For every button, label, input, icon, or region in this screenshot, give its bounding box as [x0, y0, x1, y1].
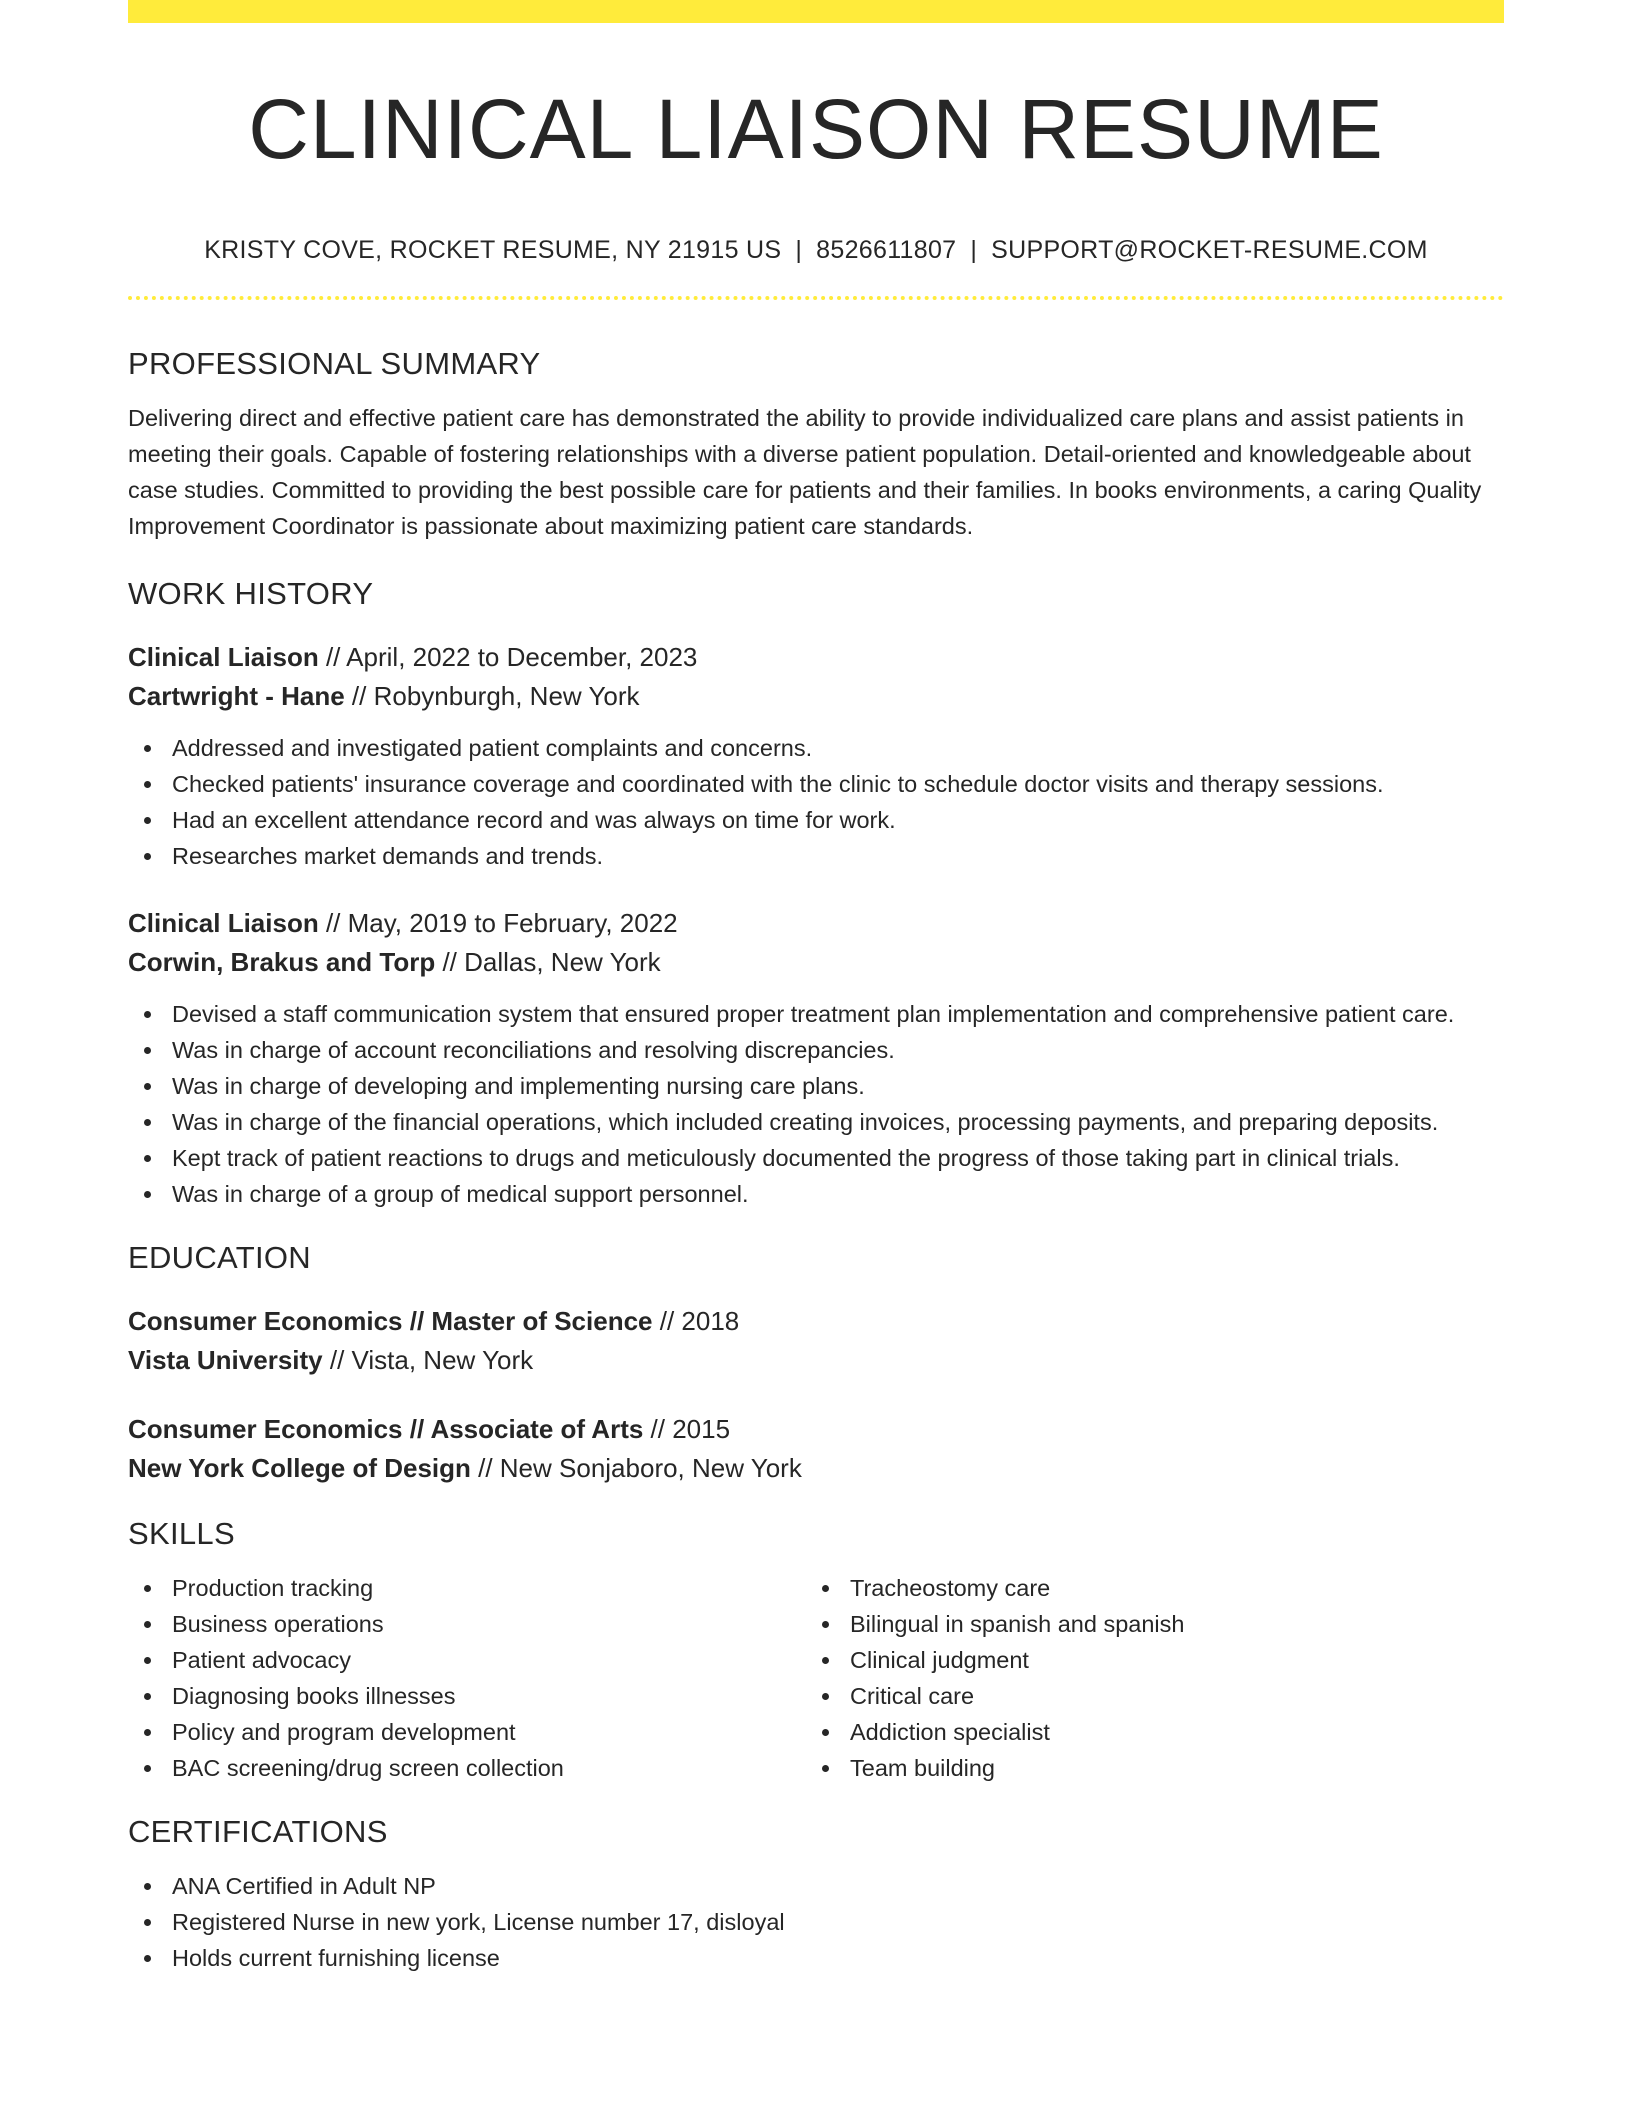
job-bullet: Kept track of patient reactions to drugs and meticulously documented the progress of those taking part in clinical trials.	[128, 1140, 1504, 1176]
job-title-line	[128, 904, 1504, 943]
skill-item: Diagnosing books illnesses	[128, 1678, 806, 1714]
certification-item: ANA Certified in Adult NP	[128, 1868, 1504, 1904]
skill-item: Team building	[806, 1750, 1484, 1786]
degree: Consumer Economics // Master of Science	[128, 1306, 653, 1336]
skill-item: Patient advocacy	[128, 1642, 806, 1678]
job-bullet: Was in charge of a group of medical support personnel.	[128, 1176, 1504, 1212]
job-entry	[128, 904, 1504, 1212]
summary-heading: PROFESSIONAL SUMMARY	[128, 346, 541, 381]
skill-item: Addiction specialist	[806, 1714, 1484, 1750]
school-line	[128, 1449, 1504, 1488]
job-company-line	[128, 943, 1504, 982]
degree: Consumer Economics // Associate of Arts	[128, 1414, 644, 1444]
job-company-line	[128, 677, 1504, 716]
job-bullet: Was in charge of the financial operations, which included creating invoices, processing payments, and preparing deposits.	[128, 1104, 1504, 1140]
skills-grid	[128, 1570, 1504, 1786]
contact-separator: |	[795, 236, 803, 264]
skills-list	[128, 1570, 806, 1786]
job-bullet: Devised a staff communication system that ensured proper treatment plan implementation and comprehensive patient care.	[128, 996, 1504, 1032]
school-line	[128, 1341, 1504, 1380]
job-company: Corwin, Brakus and Torp	[128, 947, 436, 977]
job-bullet: Was in charge of account reconciliations and resolving discrepancies.	[128, 1032, 1504, 1068]
job-bullet-list	[128, 730, 1504, 874]
skill-item: Tracheostomy care	[806, 1570, 1484, 1606]
job-bullet: Addressed and investigated patient complaints and concerns.	[128, 730, 1504, 766]
job-title: Clinical Liaison	[128, 642, 319, 672]
job-dates: // April, 2022 to December, 2023	[318, 642, 698, 672]
contact-phone: 8526611807	[816, 236, 957, 264]
certifications-heading: CERTIFICATIONS	[128, 1814, 388, 1849]
skills-list	[806, 1570, 1484, 1786]
skills-column-right	[806, 1570, 1484, 1786]
school-location: // New Sonjaboro, New York	[470, 1453, 802, 1483]
skill-item: Policy and program development	[128, 1714, 806, 1750]
skill-item: BAC screening/drug screen collection	[128, 1750, 806, 1786]
contact-address: KRISTY COVE, ROCKET RESUME, NY 21915 US	[204, 236, 782, 264]
skill-item: Critical care	[806, 1678, 1484, 1714]
contact-line	[128, 234, 1504, 266]
job-title-line	[128, 638, 1504, 677]
certification-item: Registered Nurse in new york, License number 17, disloyal	[128, 1904, 1504, 1940]
school-name: Vista University	[128, 1345, 323, 1375]
education-entry	[128, 1302, 1504, 1380]
certifications-list	[128, 1868, 1504, 1976]
job-bullet-list	[128, 996, 1504, 1212]
job-entry	[128, 638, 1504, 874]
dotted-divider	[128, 296, 1504, 300]
graduation-year: // 2015	[643, 1414, 731, 1444]
job-bullet: Was in charge of developing and implementing nursing care plans.	[128, 1068, 1504, 1104]
education-entry	[128, 1410, 1504, 1488]
job-bullet: Had an excellent attendance record and was always on time for work.	[128, 802, 1504, 838]
accent-top-bar	[128, 0, 1504, 23]
skills-heading: SKILLS	[128, 1516, 235, 1551]
school-location: // Vista, New York	[322, 1345, 534, 1375]
summary-text: Delivering direct and effective patient care has demonstrated the ability to provide individualized care plans and assist patients in meeting their goals. Capable of fostering relationships with a diverse patient population. Detail-oriented and knowledgeable about case studies. Committed to providing the best possible care for patients and their families. In books environments, a caring Quality Improvement Coordinator is passionate about maximizing patient care standards.	[128, 405, 1482, 539]
job-dates: // May, 2019 to February, 2022	[318, 908, 678, 938]
education-heading: EDUCATION	[128, 1240, 311, 1275]
work-history-heading: WORK HISTORY	[128, 576, 374, 611]
skill-item: Bilingual in spanish and spanish	[806, 1606, 1484, 1642]
job-title: Clinical Liaison	[128, 908, 319, 938]
contact-email: SUPPORT@ROCKET-RESUME.COM	[991, 236, 1428, 264]
degree-line	[128, 1410, 1504, 1449]
resume-title: CLINICAL LIAISON RESUME	[248, 82, 1384, 176]
graduation-year: // 2018	[652, 1306, 740, 1336]
degree-line	[128, 1302, 1504, 1341]
certification-item: Holds current furnishing license	[128, 1940, 1504, 1976]
contact-separator: |	[970, 236, 978, 264]
job-bullet: Checked patients' insurance coverage and coordinated with the clinic to schedule doctor visits and therapy sessions.	[128, 766, 1504, 802]
school-name: New York College of Design	[128, 1453, 471, 1483]
resume-page	[128, 0, 1504, 1976]
skill-item: Business operations	[128, 1606, 806, 1642]
skill-item: Clinical judgment	[806, 1642, 1484, 1678]
skills-column-left	[128, 1570, 806, 1786]
job-location: // Robynburgh, New York	[344, 681, 640, 711]
job-company: Cartwright - Hane	[128, 681, 345, 711]
job-bullet: Researches market demands and trends.	[128, 838, 1504, 874]
job-location: // Dallas, New York	[435, 947, 661, 977]
skill-item: Production tracking	[128, 1570, 806, 1606]
